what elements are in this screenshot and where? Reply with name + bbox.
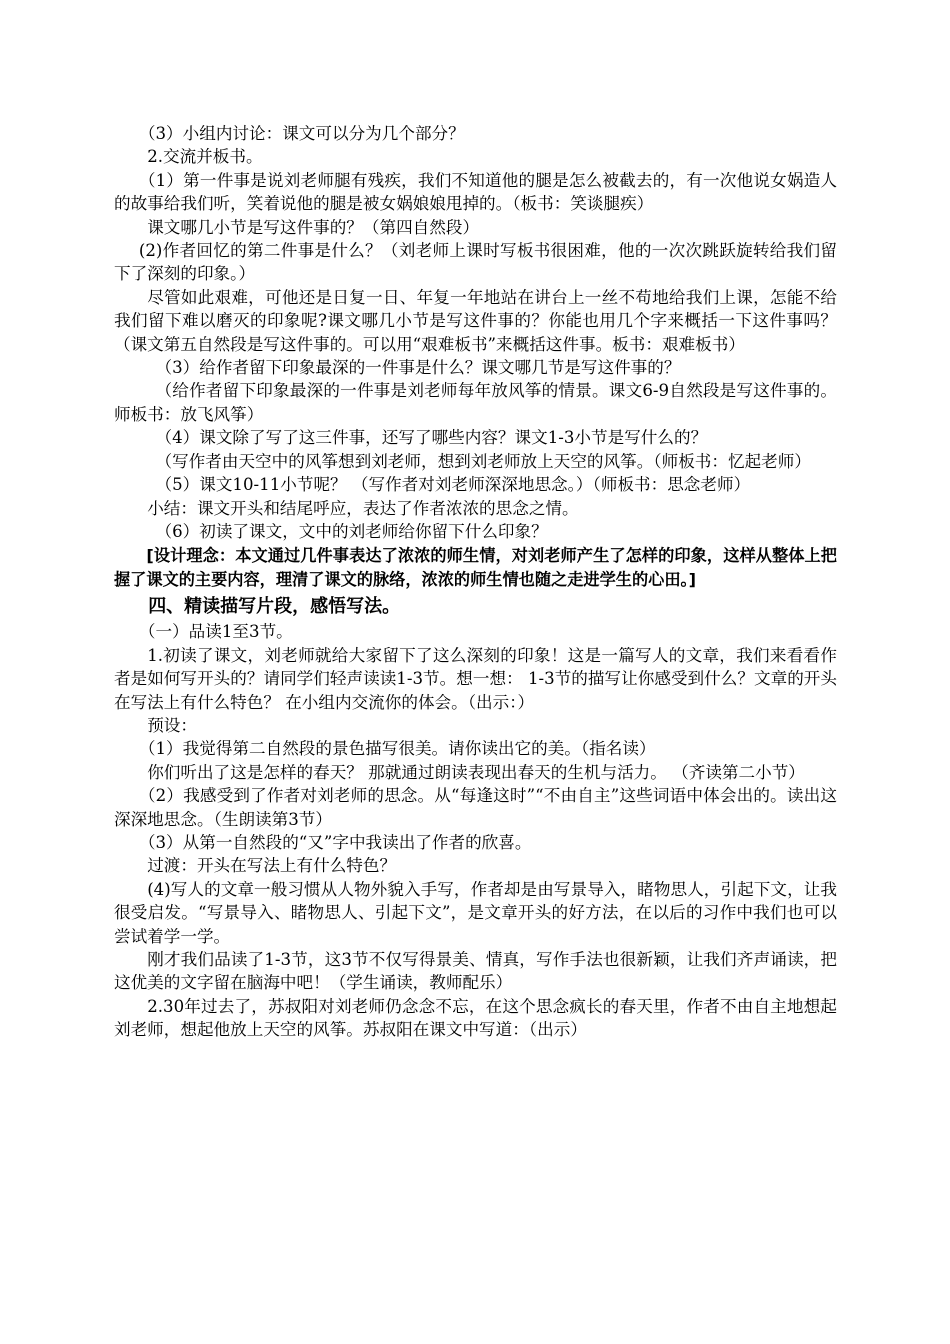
paragraph: (4)写人的文章一般习惯从人物外貌入手写，作者却是由写景导入，睹物思人，引起下文，让我很受启发。“写景导入、睹物思人、引起下文”，是文章开头的好方法，在以后的习作中我们也可以尝试着学一学。 — [114, 879, 837, 946]
paragraph: （写作者由天空中的风筝想到刘老师，想到刘老师放上天空的风筝。（师板书：忆起老师） — [155, 451, 811, 471]
paragraph: （2）我感受到了作者对刘老师的思念。从“每逢这时”“不由自主”这些词语中体会出的。读出这深深地思念。（生朗读第3节） — [114, 786, 837, 829]
paragraph: 课文哪几小节是写这件事的？（第四自然段） — [147, 217, 480, 237]
paragraph: （3）给作者留下印象最深的一件事是什么？课文哪几节是写这件事的？ — [155, 358, 681, 378]
paragraph: 预设： — [147, 715, 197, 735]
paragraph: 刚才我们品读了1-3节，这3节不仅写得景美、情真，写作手法也很新颖，让我们齐声诵读，把这优美的文字留在脑海中吧！（学生诵读，教师配乐） — [114, 950, 837, 993]
paragraph: （6）初读了课文，文中的刘老师给你留下什么印象？ — [155, 521, 548, 541]
paragraph: （3）小组内讨论：课文可以分为几个部分？ — [138, 124, 465, 143]
paragraph: (2)作者回忆的第二件事是什么？（刘老师上课时写板书很困难，他的一次次跳跃旋转给我们留下了深刻的印象。） — [114, 241, 837, 284]
paragraph: 过渡：开头在写法上有什么特色？ — [147, 856, 397, 876]
document-body — [114, 122, 837, 1042]
paragraph: 小结：课文开头和结尾呼应，表达了作者浓浓的思念之情。 — [147, 498, 579, 518]
design-concept-note: [设计理念：本文通过几件事表达了浓浓的师生情，对刘老师产生了怎样的印象，这样从整体上把握了课文的主要内容，理清了课文的脉络，浓浓的师生情也随之走进学生的心田。] — [114, 546, 837, 590]
paragraph: 尽管如此艰难，可他还是日复一日、年复一年地站在讲台上一丝不苟地给我们上课，怎能不给我们留下难以磨灭的印象呢?课文哪几小节是写这件事的？你能也用几个字来概括一下这件事吗？（课文第五自然段是写这件事的。可以用“艰难板书”来概括这件事。板书：艰难板书） — [114, 287, 837, 354]
paragraph: 2.30年过去了，苏叔阳对刘老师仍念念不忘，在这个思念疯长的春天里，作者不由自主地想起刘老师，想起他放上天空的风筝。苏叔阳在课文中写道：（出示） — [114, 996, 837, 1040]
paragraph: （一）品读1至3节。 — [138, 622, 293, 642]
paragraph: （3）从第一自然段的“又”字中我读出了作者的欣喜。 — [138, 832, 532, 852]
paragraph: （给作者留下印象最深的一件事是刘老师每年放风筝的情景。课文6-9自然段是写这件事的。师板书：放飞风筝） — [114, 381, 837, 424]
section-heading: 四、精读描写片段，感悟写法。 — [148, 596, 401, 618]
paragraph: 1.初读了课文，刘老师就给大家留下了这么深刻的印象！这是一篇写人的文章，我们来看看作者是如何写开头的？请同学们轻声读读1-3节。想一想： 1-3节的描写让你感受到什么？文章的开头在写法上有什么特色？ 在小组内交流你的体会。（出示：） — [114, 645, 837, 712]
paragraph: 你们听出了这是怎样的春天？ 那就通过朗读表现出春天的生机与活力。 （齐读第二小节） — [147, 762, 805, 782]
paragraph: （5）课文10-11小节呢？ （写作者对刘老师深深地思念。）（师板书：思念老师） — [155, 475, 751, 495]
paragraph: （1）第一件事是说刘老师腿有残疾，我们不知道他的腿是怎么被截去的，有一次他说女娲造人的故事给我们听，笑着说他的腿是被女娲娘娘甩掉的。（板书：笑谈腿疾） — [114, 170, 837, 214]
paragraph: （1）我觉得第二自然段的景色描写很美。请你读出它的美。（指名读） — [138, 739, 656, 759]
paragraph: 2.交流并板书。 — [147, 147, 263, 167]
paragraph: （4）课文除了写了这三件事，还写了哪些内容？课文1-3小节是写什么的？ — [155, 428, 708, 448]
